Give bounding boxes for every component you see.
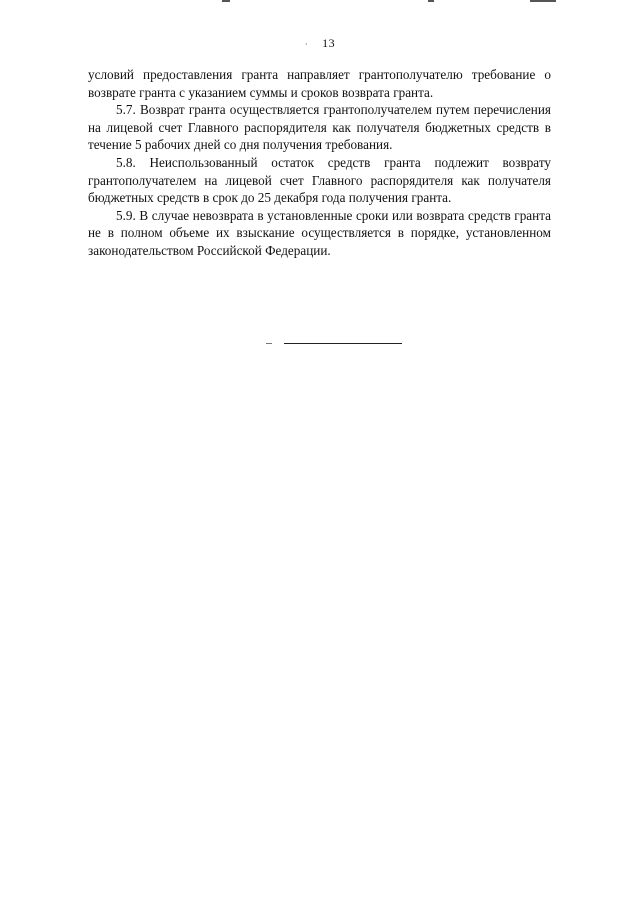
page-number-text: 13 [322, 36, 336, 50]
paragraph-clause-5-9: 5.9. В случае невозврата в установленные сроки или возврата средств гранта не в полном объеме их взыскание осуществляется в порядке, установленном законодательством Российской Федерации. [88, 207, 551, 258]
scan-artifact-mark [530, 0, 556, 2]
paragraph-clause-5-8: 5.8. Неиспользованный остаток средств гранта подлежит возврату грантополучателем на лицевой счет Главного распорядителя как получателя бюджетных средств в срок до 25 декабря года получения гранта. [88, 154, 551, 206]
scan-dot: · [304, 39, 309, 49]
scan-artifact-mark [428, 0, 434, 2]
paragraph-clause-5-7: 5.7. Возврат гранта осуществляется грантополучателем путем перечисления на лицевой счет Главного распорядителя как получателя бюджетных средств в течение 5 рабочих дней со дня получения требования. [88, 102, 551, 153]
closing-rule [284, 343, 402, 344]
scan-artifact-mark [222, 0, 230, 2]
page-number [0, 36, 640, 51]
rule-tick [266, 343, 272, 344]
document-body [88, 66, 551, 260]
paragraph-continuation: условий предоставления гранта направляет грантополучателю требование о возврате гранта с указанием суммы и сроков возврата гранта. [88, 67, 551, 100]
